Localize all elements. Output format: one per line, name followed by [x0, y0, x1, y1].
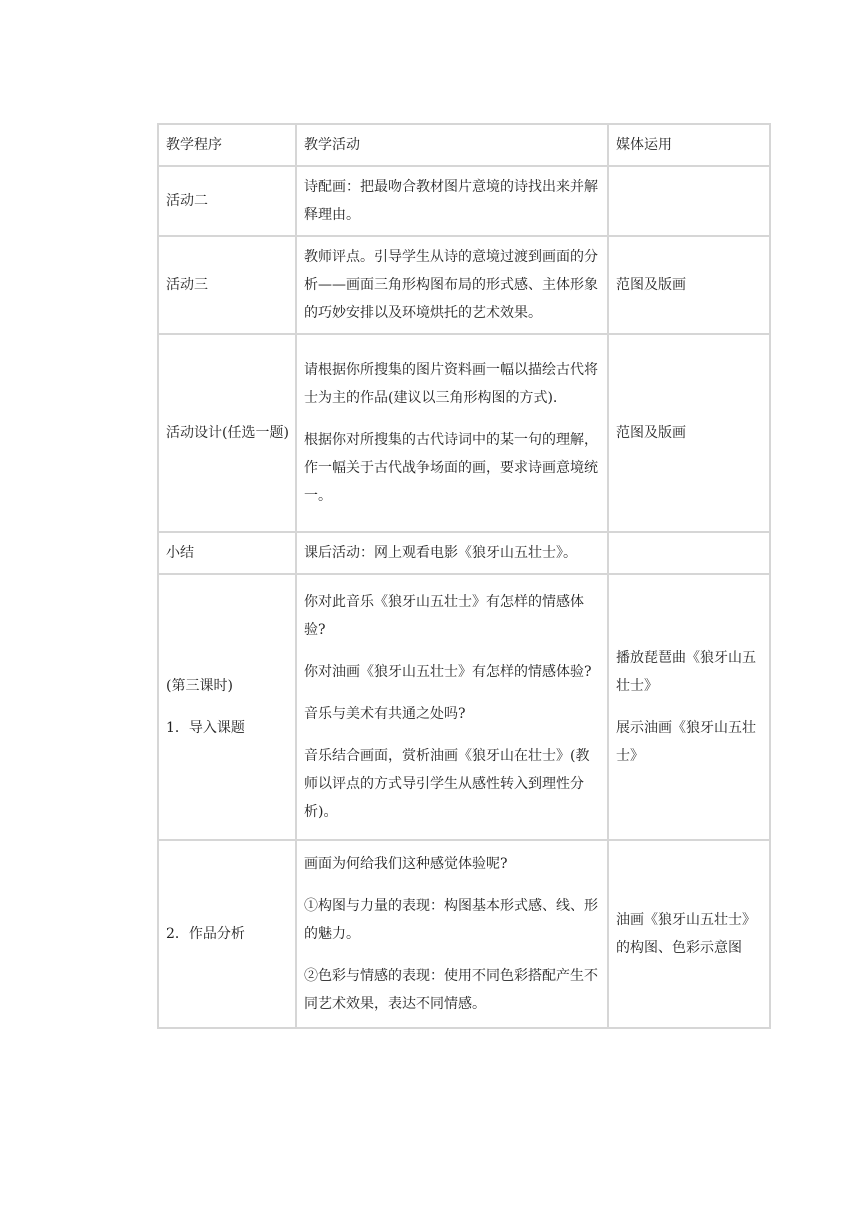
- lesson-plan-table: [157, 123, 771, 1029]
- activity-text: 音乐与美术有共通之处吗?: [304, 706, 466, 722]
- activity-cell: [296, 532, 608, 574]
- table-header-row: [158, 124, 770, 166]
- activity-text: ②色彩与情感的表现：使用不同色彩搭配产生不同艺术效果，表达不同情感。: [304, 968, 598, 1012]
- activity-text: 画面为何给我们这种感觉体验呢?: [304, 856, 508, 872]
- activity-text: 音乐结合画面，赏析油画《狼牙山在壮士》(教师以评点的方式导引学生从感性转入到理性分析)。: [304, 748, 590, 820]
- document-page: [157, 123, 769, 1029]
- media-text: 范图及版画: [616, 277, 686, 293]
- activity-text: 请根据你所搜集的图片资料画一幅以描绘古代将士为主的作品(建议以三角形构图的方式).: [304, 362, 598, 406]
- media-text: 油画《狼牙山五壮士》的构图、色彩示意图: [616, 912, 756, 956]
- procedure-cell: [158, 334, 296, 532]
- procedure-text: 小结: [166, 545, 194, 561]
- media-cell: [608, 574, 770, 840]
- media-cell: [608, 840, 770, 1028]
- table-row: [158, 840, 770, 1028]
- procedure-cell: [158, 532, 296, 574]
- procedure-cell: [158, 166, 296, 236]
- activity-cell: [296, 840, 608, 1028]
- media-cell: [608, 236, 770, 334]
- procedure-cell: [158, 574, 296, 840]
- procedure-cell: [158, 840, 296, 1028]
- media-cell: [608, 166, 770, 236]
- procedure-text: 活动设计(任选一题): [166, 425, 289, 441]
- media-text: 播放琵琶曲《狼牙山五壮士》: [616, 650, 756, 694]
- activity-cell: [296, 574, 608, 840]
- table-row: [158, 166, 770, 236]
- header-activity: 教学活动: [296, 124, 608, 166]
- header-procedure: 教学程序: [158, 124, 296, 166]
- activity-text: 课后活动：网上观看电影《狼牙山五壮士》。: [304, 545, 577, 561]
- table-row: [158, 236, 770, 334]
- procedure-cell: [158, 236, 296, 334]
- media-text: 范图及版画: [616, 425, 686, 441]
- media-cell: [608, 532, 770, 574]
- activity-text: 诗配画：把最吻合教材图片意境的诗找出来并解释理由。: [304, 179, 598, 223]
- media-text: 展示油画《狼牙山五壮士》: [616, 720, 756, 764]
- activity-cell: [296, 166, 608, 236]
- header-media: 媒体运用: [608, 124, 770, 166]
- activity-text: 你对此音乐《狼牙山五壮士》有怎样的情感体验?: [304, 594, 584, 638]
- activity-cell: [296, 236, 608, 334]
- procedure-text: 活动二: [166, 193, 208, 209]
- procedure-text: 1．导入课题: [166, 720, 245, 736]
- procedure-text: (第三课时): [166, 678, 233, 694]
- activity-text: 根据你对所搜集的古代诗词中的某一句的理解，作一幅关于古代战争场面的画，要求诗画意境统一。: [304, 432, 598, 504]
- activity-cell: [296, 334, 608, 532]
- table-row: [158, 334, 770, 532]
- activity-text: 你对油画《狼牙山五壮士》有怎样的情感体验?: [304, 664, 592, 680]
- media-cell: [608, 334, 770, 532]
- activity-text: 教师评点。引导学生从诗的意境过渡到画面的分析——画面三角形构图布局的形式感、主体形象的巧妙安排以及环境烘托的艺术效果。: [304, 249, 598, 321]
- activity-text: ①构图与力量的表现：构图基本形式感、线、形的魅力。: [304, 898, 598, 942]
- procedure-text: 2．作品分析: [166, 926, 245, 942]
- procedure-text: 活动三: [166, 277, 208, 293]
- table-row: [158, 532, 770, 574]
- table-row: [158, 574, 770, 840]
